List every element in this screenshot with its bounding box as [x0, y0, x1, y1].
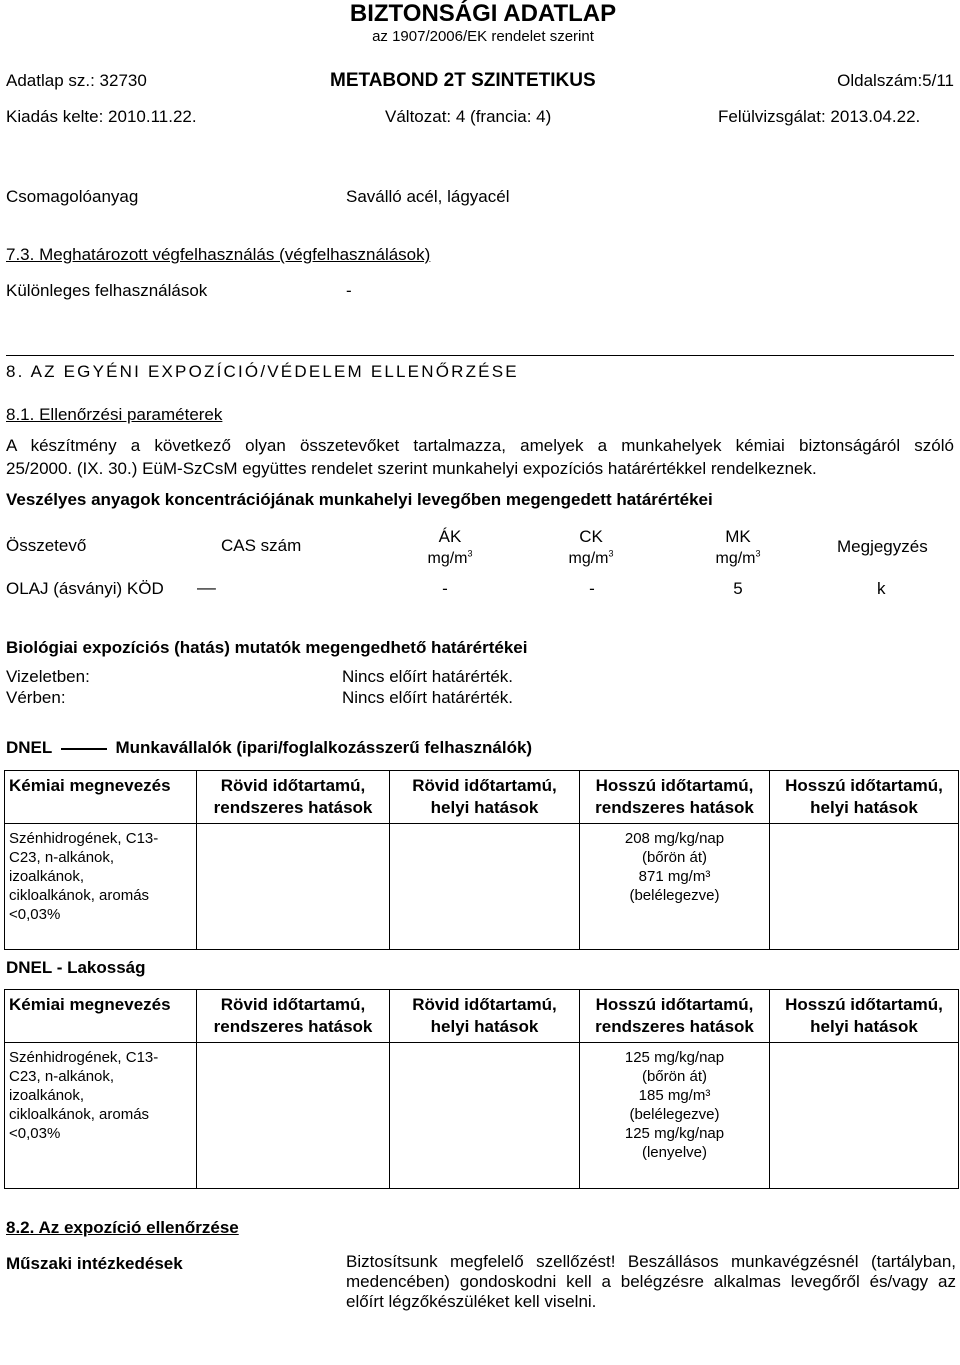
- packaging-label: Csomagolóanyag: [6, 187, 139, 206]
- intro-line-2: 25/2000. (IX. 30.) EüM-SzCsM együttes rendelet szerint munkahelyi expozíciós határértékkel rendelkeznek.: [6, 459, 817, 478]
- technical-measures-label: Műszaki intézkedések: [6, 1254, 183, 1273]
- long-systemic-value: 208 mg/kg/nap (bőrön át) 871 mg/m³ (belélegezve): [580, 824, 770, 950]
- header-long-systemic: Hosszú időtartamú, rendszeres hatások: [580, 990, 770, 1043]
- dnel-population-heading: DNEL - Lakosság: [6, 958, 146, 977]
- section-7-3-heading: 7.3. Meghatározott végfelhasználás (végfelhasználások): [6, 245, 431, 264]
- special-uses-label: Különleges felhasználások: [6, 281, 208, 300]
- dnel-workers-table: [4, 770, 959, 950]
- technical-measures-text: Biztosítsunk megfelelő szellőzést! Beszállásos munkavégzésnél (tartályban, medencében) gondoskodni kell a belégzésre alkalmas levegőről és/vagy az előírt légzőkészüléket kell viselni.: [346, 1252, 956, 1311]
- special-uses-value: -: [346, 281, 352, 300]
- urine-label: Vizeletben:: [6, 667, 90, 686]
- section-8-1-heading: 8.1. Ellenőrzési paraméterek: [6, 405, 223, 424]
- table-row: [5, 824, 959, 950]
- product-name: METABOND 2T SZINTETIKUS: [330, 70, 596, 91]
- limits-heading: Veszélyes anyagok koncentrációjának munkahelyi levegőben megengedett határértékei: [6, 490, 713, 509]
- ck-unit: $mg/m^3$: [568, 548, 614, 567]
- section-8-2-heading: 8.2. Az expozíció ellenőrzése: [6, 1218, 239, 1237]
- header-short-local: Rövid időtartamú, helyi hatások: [390, 771, 580, 824]
- document-title: BIZTONSÁGI ADATLAP: [349, 0, 617, 27]
- col-header-ck: [551, 526, 631, 569]
- packaging-value: Saválló acél, lágyacél: [346, 187, 510, 206]
- blood-value: Nincs előírt határérték.: [342, 688, 514, 707]
- limits-row-note: k: [877, 579, 886, 598]
- issue-date: Kiadás kelte: 2010.11.22.: [6, 107, 197, 126]
- header-long-local: Hosszú időtartamú, helyi hatások: [770, 771, 959, 824]
- mk-unit: $mg/m^3$: [715, 548, 761, 567]
- long-local-value: [770, 824, 959, 950]
- ck-label: CK: [579, 527, 603, 546]
- table-header-row: [5, 990, 959, 1043]
- long-local-value: [770, 1043, 959, 1189]
- header-long-local: Hosszú időtartamú, helyi hatások: [770, 990, 959, 1043]
- header-short-systemic: Rövid időtartamú, rendszeres hatások: [197, 990, 390, 1043]
- header-chemical-name: Kémiai megnevezés: [5, 990, 197, 1043]
- header-short-local: Rövid időtartamú, helyi hatások: [390, 990, 580, 1043]
- short-local-value: [390, 824, 580, 950]
- page-number: Oldalszám:5/11: [837, 71, 954, 90]
- ak-unit: $mg/m^3$: [427, 548, 473, 567]
- revision-date: Felülvizsgálat: 2013.04.22.: [718, 107, 921, 126]
- table-row: [5, 1043, 959, 1189]
- col-header-cas: CAS szám: [221, 536, 302, 555]
- col-header-component: Összetevő: [6, 536, 87, 555]
- blood-label: Vérben:: [6, 688, 66, 707]
- col-header-ak: [410, 526, 490, 569]
- short-systemic-value: [197, 1043, 390, 1189]
- ak-label: ÁK: [438, 527, 462, 546]
- bio-heading: Biológiai expozíciós (hatás) mutatók megengedhető határértékei: [6, 638, 528, 657]
- short-local-value: [390, 1043, 580, 1189]
- limits-row-cas: –: [197, 578, 216, 597]
- dnel-population-table: [4, 989, 959, 1189]
- limits-row-ak: -: [442, 579, 448, 598]
- substance-name: Szénhidrogének, C13- C23, n-alkánok, izoalkánok, cikloalkánok, aromás <0,03%: [5, 1043, 197, 1189]
- limits-row-ck: -: [589, 579, 595, 598]
- urine-value: Nincs előírt határérték.: [342, 667, 514, 686]
- header-short-systemic: Rövid időtartamú, rendszeres hatások: [197, 771, 390, 824]
- limits-row-mk: 5: [733, 579, 743, 598]
- dnel-workers-heading: DNEL Munkavállalók (ipari/foglalkozásszerű felhasználók): [6, 738, 533, 757]
- mk-label: MK: [725, 527, 751, 546]
- header-long-systemic: Hosszú időtartamú, rendszeres hatások: [580, 771, 770, 824]
- long-systemic-value: 125 mg/kg/nap (bőrön át) 185 mg/m³ (belélegezve) 125 mg/kg/nap (lenyelve): [580, 1043, 770, 1189]
- section-8-heading: 8. AZ EGYÉNI EXPOZÍCIÓ/VÉDELEM ELLENŐRZÉSE: [6, 362, 519, 381]
- document-subtitle: az 1907/2006/EK rendelet szerint: [372, 28, 594, 45]
- short-systemic-value: [197, 824, 390, 950]
- section-separator: [6, 355, 954, 356]
- intro-line-1: A készítmény a következő olyan összetevőket tartalmazza, amelyek a munkahelyek kémiai biztonságáról szóló: [6, 436, 954, 455]
- sheet-number: Adatlap sz.: 32730: [6, 71, 147, 90]
- version: Változat: 4 (francia: 4): [385, 107, 552, 126]
- col-header-mk: [698, 526, 778, 569]
- substance-name: Szénhidrogének, C13- C23, n-alkánok, izoalkánok, cikloalkánok, aromás <0,03%: [5, 824, 197, 950]
- dash-line: [61, 748, 107, 750]
- table-header-row: [5, 771, 959, 824]
- header-chemical-name: Kémiai megnevezés: [5, 771, 197, 824]
- limits-row-component: OLAJ (ásványi) KÖD: [6, 579, 164, 598]
- col-header-note: Megjegyzés: [837, 537, 928, 556]
